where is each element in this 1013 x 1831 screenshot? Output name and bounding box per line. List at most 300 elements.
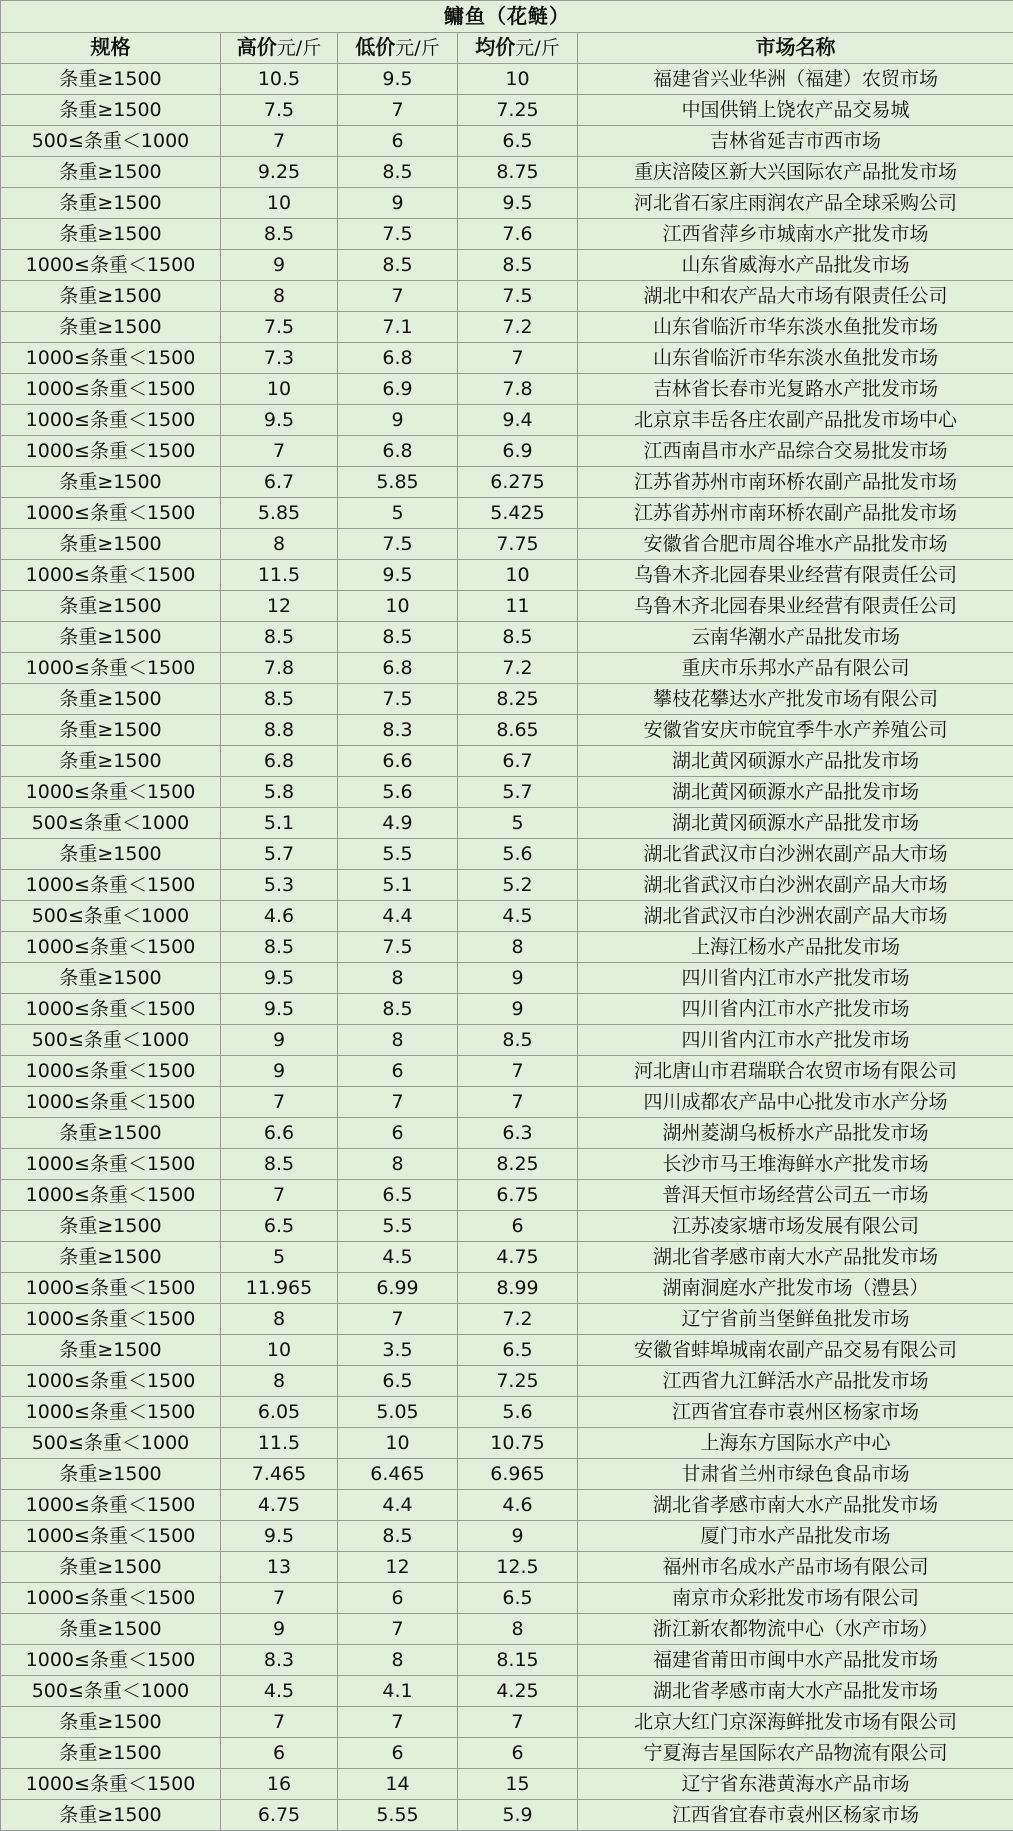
- cell-high-price: 9.5: [221, 994, 338, 1025]
- cell-spec: 1000≤条重＜1500: [1, 1490, 221, 1521]
- cell-market-name: 四川成都农产品中心批发市水产分场: [578, 1087, 1013, 1118]
- cell-avg-price: 7.2: [458, 653, 578, 684]
- cell-high-price: 12: [221, 591, 338, 622]
- cell-avg-price: 6.75: [458, 1180, 578, 1211]
- cell-high-price: 7.8: [221, 653, 338, 684]
- cell-low-price: 6.6: [338, 746, 458, 777]
- cell-spec: 500≤条重＜1000: [1, 901, 221, 932]
- cell-spec: 条重≥1500: [1, 1211, 221, 1242]
- cell-low-price: 4.9: [338, 808, 458, 839]
- table-row: [1, 498, 1013, 529]
- cell-spec: 1000≤条重＜1500: [1, 1366, 221, 1397]
- cell-market-name: 四川省内江市水产批发市场: [578, 994, 1013, 1025]
- table-row: [1, 1428, 1013, 1459]
- cell-avg-price: 6.5: [458, 1335, 578, 1366]
- cell-avg-price: 6.9: [458, 436, 578, 467]
- table-body: [1, 64, 1013, 1831]
- cell-market-name: 吉林省延吉市西市场: [578, 126, 1013, 157]
- table-row: [1, 560, 1013, 591]
- cell-avg-price: 7.2: [458, 312, 578, 343]
- cell-high-price: 8: [221, 281, 338, 312]
- cell-low-price: 5: [338, 498, 458, 529]
- table-row: [1, 1769, 1013, 1800]
- cell-market-name: 攀枝花攀达水产批发市场有限公司: [578, 684, 1013, 715]
- cell-market-name: 宁夏海吉星国际农产品物流有限公司: [578, 1738, 1013, 1769]
- table-row: [1, 64, 1013, 95]
- cell-avg-price: 7.25: [458, 1366, 578, 1397]
- header-low: [338, 33, 458, 64]
- cell-low-price: 5.85: [338, 467, 458, 498]
- cell-low-price: 7: [338, 95, 458, 126]
- cell-avg-price: 7.5: [458, 281, 578, 312]
- cell-spec: 1000≤条重＜1500: [1, 250, 221, 281]
- cell-high-price: 9.5: [221, 963, 338, 994]
- cell-market-name: 辽宁省东港黄海水产品市场: [578, 1769, 1013, 1800]
- cell-market-name: 上海东方国际水产中心: [578, 1428, 1013, 1459]
- cell-spec: 条重≥1500: [1, 219, 221, 250]
- cell-high-price: 8: [221, 1366, 338, 1397]
- table-row: [1, 281, 1013, 312]
- header-market: [578, 33, 1013, 64]
- cell-avg-price: 8.25: [458, 1149, 578, 1180]
- cell-high-price: 11.965: [221, 1273, 338, 1304]
- table-row: [1, 839, 1013, 870]
- cell-market-name: 甘肃省兰州市绿色食品市场: [578, 1459, 1013, 1490]
- cell-low-price: 8.5: [338, 157, 458, 188]
- table-row: [1, 932, 1013, 963]
- table-row: [1, 374, 1013, 405]
- cell-market-name: 湖北黄冈硕源水产品批发市场: [578, 777, 1013, 808]
- cell-avg-price: 5.6: [458, 1397, 578, 1428]
- cell-avg-price: 5.6: [458, 839, 578, 870]
- cell-low-price: 10: [338, 591, 458, 622]
- cell-spec: 条重≥1500: [1, 1118, 221, 1149]
- cell-low-price: 5.6: [338, 777, 458, 808]
- cell-spec: 条重≥1500: [1, 95, 221, 126]
- cell-low-price: 9.5: [338, 64, 458, 95]
- cell-spec: 条重≥1500: [1, 839, 221, 870]
- cell-avg-price: 6.3: [458, 1118, 578, 1149]
- cell-high-price: 7.3: [221, 343, 338, 374]
- header-label: 市场名称: [756, 35, 836, 59]
- cell-low-price: 7.5: [338, 219, 458, 250]
- cell-high-price: 9: [221, 1614, 338, 1645]
- cell-spec: 1000≤条重＜1500: [1, 1087, 221, 1118]
- cell-high-price: 6: [221, 1738, 338, 1769]
- cell-avg-price: 4.6: [458, 1490, 578, 1521]
- table-row: [1, 1676, 1013, 1707]
- cell-spec: 条重≥1500: [1, 963, 221, 994]
- cell-market-name: 云南华潮水产品批发市场: [578, 622, 1013, 653]
- cell-avg-price: 6.965: [458, 1459, 578, 1490]
- table-row: [1, 684, 1013, 715]
- table-row: [1, 777, 1013, 808]
- cell-avg-price: 5.7: [458, 777, 578, 808]
- table-row: [1, 1645, 1013, 1676]
- cell-market-name: 湖北黄冈硕源水产品批发市场: [578, 746, 1013, 777]
- cell-high-price: 4.75: [221, 1490, 338, 1521]
- cell-high-price: 8.5: [221, 932, 338, 963]
- cell-spec: 500≤条重＜1000: [1, 126, 221, 157]
- table-title: 鳙鱼（花鲢）: [1, 1, 1013, 33]
- cell-market-name: 山东省威海水产品批发市场: [578, 250, 1013, 281]
- cell-spec: 1000≤条重＜1500: [1, 1583, 221, 1614]
- cell-low-price: 4.4: [338, 1490, 458, 1521]
- cell-market-name: 南京市众彩批发市场有限公司: [578, 1583, 1013, 1614]
- cell-avg-price: 5.9: [458, 1800, 578, 1831]
- cell-high-price: 10: [221, 188, 338, 219]
- cell-low-price: 6.9: [338, 374, 458, 405]
- table-row: [1, 1614, 1013, 1645]
- table-row: [1, 870, 1013, 901]
- cell-avg-price: 7.8: [458, 374, 578, 405]
- cell-spec: 条重≥1500: [1, 467, 221, 498]
- table-row: [1, 653, 1013, 684]
- title-row: [1, 1, 1013, 33]
- cell-low-price: 6: [338, 1118, 458, 1149]
- table-row: [1, 994, 1013, 1025]
- cell-spec: 条重≥1500: [1, 1552, 221, 1583]
- table-row: [1, 1707, 1013, 1738]
- cell-high-price: 8: [221, 1304, 338, 1335]
- cell-spec: 条重≥1500: [1, 746, 221, 777]
- cell-high-price: 7: [221, 1707, 338, 1738]
- cell-spec: 条重≥1500: [1, 312, 221, 343]
- cell-spec: 1000≤条重＜1500: [1, 1769, 221, 1800]
- table-row: [1, 1180, 1013, 1211]
- table-row: [1, 746, 1013, 777]
- cell-high-price: 5.7: [221, 839, 338, 870]
- cell-market-name: 福州市名成水产品市场有限公司: [578, 1552, 1013, 1583]
- cell-market-name: 湖州菱湖乌板桥水产品批发市场: [578, 1118, 1013, 1149]
- table-row: [1, 1273, 1013, 1304]
- cell-avg-price: 9.4: [458, 405, 578, 436]
- table-row: [1, 1366, 1013, 1397]
- header-label: 高价: [237, 35, 277, 59]
- cell-avg-price: 4.25: [458, 1676, 578, 1707]
- cell-spec: 500≤条重＜1000: [1, 1025, 221, 1056]
- cell-low-price: 7: [338, 1087, 458, 1118]
- cell-market-name: 北京大红门京深海鲜批发市场有限公司: [578, 1707, 1013, 1738]
- cell-low-price: 7.1: [338, 312, 458, 343]
- cell-avg-price: 10: [458, 64, 578, 95]
- table-row: [1, 1397, 1013, 1428]
- cell-low-price: 6.5: [338, 1180, 458, 1211]
- cell-market-name: 山东省临沂市华东淡水鱼批发市场: [578, 312, 1013, 343]
- table-row: [1, 1211, 1013, 1242]
- cell-avg-price: 5.2: [458, 870, 578, 901]
- cell-avg-price: 4.5: [458, 901, 578, 932]
- cell-market-name: 江西省九江鲜活水产品批发市场: [578, 1366, 1013, 1397]
- table-row: [1, 1304, 1013, 1335]
- cell-avg-price: 8.99: [458, 1273, 578, 1304]
- cell-market-name: 浙江新农都物流中心（水产市场）: [578, 1614, 1013, 1645]
- table-row: [1, 1459, 1013, 1490]
- cell-spec: 500≤条重＜1000: [1, 1428, 221, 1459]
- cell-spec: 1000≤条重＜1500: [1, 436, 221, 467]
- cell-market-name: 安徽省合肥市周谷堆水产品批发市场: [578, 529, 1013, 560]
- cell-spec: 1000≤条重＜1500: [1, 777, 221, 808]
- cell-high-price: 6.8: [221, 746, 338, 777]
- cell-market-name: 安徽省安庆市皖宜季牛水产养殖公司: [578, 715, 1013, 746]
- cell-spec: 条重≥1500: [1, 64, 221, 95]
- cell-high-price: 7: [221, 1087, 338, 1118]
- cell-high-price: 9: [221, 1025, 338, 1056]
- cell-high-price: 9.5: [221, 1521, 338, 1552]
- cell-spec: 条重≥1500: [1, 1242, 221, 1273]
- cell-market-name: 湖北中和农产品大市场有限责任公司: [578, 281, 1013, 312]
- table-row: [1, 808, 1013, 839]
- cell-avg-price: 15: [458, 1769, 578, 1800]
- cell-avg-price: 5: [458, 808, 578, 839]
- cell-low-price: 6.99: [338, 1273, 458, 1304]
- cell-low-price: 8: [338, 1025, 458, 1056]
- table-row: [1, 219, 1013, 250]
- cell-avg-price: 6.5: [458, 126, 578, 157]
- cell-low-price: 5.5: [338, 839, 458, 870]
- cell-high-price: 7.5: [221, 312, 338, 343]
- cell-high-price: 7: [221, 126, 338, 157]
- cell-low-price: 8: [338, 1149, 458, 1180]
- cell-low-price: 8.5: [338, 994, 458, 1025]
- cell-market-name: 重庆市乐邦水产品有限公司: [578, 653, 1013, 684]
- cell-avg-price: 7.75: [458, 529, 578, 560]
- cell-avg-price: 9: [458, 963, 578, 994]
- cell-avg-price: 6.5: [458, 1583, 578, 1614]
- cell-low-price: 3.5: [338, 1335, 458, 1366]
- cell-high-price: 6.5: [221, 1211, 338, 1242]
- table-row: [1, 126, 1013, 157]
- cell-high-price: 8.3: [221, 1645, 338, 1676]
- table-row: [1, 188, 1013, 219]
- cell-spec: 1000≤条重＜1500: [1, 994, 221, 1025]
- cell-spec: 1000≤条重＜1500: [1, 1521, 221, 1552]
- cell-high-price: 6.6: [221, 1118, 338, 1149]
- cell-low-price: 4.4: [338, 901, 458, 932]
- cell-spec: 条重≥1500: [1, 1614, 221, 1645]
- cell-high-price: 9: [221, 1056, 338, 1087]
- cell-market-name: 江西南昌市水产品综合交易批发市场: [578, 436, 1013, 467]
- table-row: [1, 715, 1013, 746]
- cell-market-name: 湖北省武汉市白沙洲农副产品大市场: [578, 870, 1013, 901]
- cell-high-price: 8.5: [221, 219, 338, 250]
- cell-spec: 1000≤条重＜1500: [1, 1273, 221, 1304]
- cell-spec: 条重≥1500: [1, 188, 221, 219]
- cell-high-price: 6.75: [221, 1800, 338, 1831]
- cell-low-price: 8: [338, 1645, 458, 1676]
- cell-avg-price: 8.15: [458, 1645, 578, 1676]
- cell-spec: 条重≥1500: [1, 684, 221, 715]
- cell-avg-price: 11: [458, 591, 578, 622]
- cell-low-price: 9: [338, 188, 458, 219]
- header-label: 低价: [355, 35, 395, 59]
- cell-high-price: 11.5: [221, 560, 338, 591]
- cell-avg-price: 8: [458, 1614, 578, 1645]
- table-row: [1, 1521, 1013, 1552]
- cell-low-price: 7.5: [338, 529, 458, 560]
- cell-avg-price: 10: [458, 560, 578, 591]
- cell-market-name: 四川省内江市水产批发市场: [578, 963, 1013, 994]
- table-row: [1, 1335, 1013, 1366]
- cell-high-price: 8: [221, 529, 338, 560]
- cell-market-name: 江苏省苏州市南环桥农副产品批发市场: [578, 498, 1013, 529]
- cell-high-price: 5.1: [221, 808, 338, 839]
- cell-low-price: 7.5: [338, 932, 458, 963]
- cell-low-price: 10: [338, 1428, 458, 1459]
- cell-high-price: 7: [221, 1180, 338, 1211]
- cell-market-name: 江苏省苏州市南环桥农副产品批发市场: [578, 467, 1013, 498]
- cell-market-name: 上海江杨水产品批发市场: [578, 932, 1013, 963]
- cell-low-price: 8.5: [338, 250, 458, 281]
- cell-spec: 1000≤条重＜1500: [1, 1056, 221, 1087]
- cell-low-price: 5.55: [338, 1800, 458, 1831]
- cell-low-price: 6.8: [338, 653, 458, 684]
- cell-low-price: 4.1: [338, 1676, 458, 1707]
- table-row: [1, 405, 1013, 436]
- cell-low-price: 8.5: [338, 622, 458, 653]
- cell-avg-price: 7.2: [458, 1304, 578, 1335]
- cell-high-price: 8.5: [221, 684, 338, 715]
- cell-market-name: 湖北省孝感市南大水产品批发市场: [578, 1490, 1013, 1521]
- table-row: [1, 1242, 1013, 1273]
- table-row: [1, 343, 1013, 374]
- cell-avg-price: 8: [458, 932, 578, 963]
- header-avg: [458, 33, 578, 64]
- cell-high-price: 9: [221, 250, 338, 281]
- cell-avg-price: 8.5: [458, 622, 578, 653]
- cell-high-price: 5.3: [221, 870, 338, 901]
- cell-high-price: 7: [221, 436, 338, 467]
- cell-low-price: 5.05: [338, 1397, 458, 1428]
- cell-spec: 1000≤条重＜1500: [1, 1397, 221, 1428]
- cell-spec: 1000≤条重＜1500: [1, 560, 221, 591]
- cell-low-price: 9: [338, 405, 458, 436]
- cell-spec: 条重≥1500: [1, 1335, 221, 1366]
- header-spec: [1, 33, 221, 64]
- cell-low-price: 6.5: [338, 1366, 458, 1397]
- cell-spec: 条重≥1500: [1, 591, 221, 622]
- cell-low-price: 6: [338, 126, 458, 157]
- cell-high-price: 13: [221, 1552, 338, 1583]
- cell-low-price: 14: [338, 1769, 458, 1800]
- cell-spec: 条重≥1500: [1, 1707, 221, 1738]
- cell-avg-price: 8.75: [458, 157, 578, 188]
- cell-avg-price: 9: [458, 1521, 578, 1552]
- cell-market-name: 湖北省孝感市南大水产品批发市场: [578, 1676, 1013, 1707]
- cell-low-price: 6: [338, 1738, 458, 1769]
- table-row: [1, 250, 1013, 281]
- cell-market-name: 乌鲁木齐北园春果业经营有限责任公司: [578, 560, 1013, 591]
- cell-market-name: 北京京丰岳各庄农副产品批发市场中心: [578, 405, 1013, 436]
- cell-high-price: 6.7: [221, 467, 338, 498]
- cell-avg-price: 8.5: [458, 250, 578, 281]
- cell-high-price: 8.5: [221, 622, 338, 653]
- cell-market-name: 中国供销上饶农产品交易城: [578, 95, 1013, 126]
- cell-high-price: 8.8: [221, 715, 338, 746]
- cell-spec: 1000≤条重＜1500: [1, 1304, 221, 1335]
- cell-avg-price: 9.5: [458, 188, 578, 219]
- cell-spec: 条重≥1500: [1, 1738, 221, 1769]
- cell-avg-price: 12.5: [458, 1552, 578, 1583]
- cell-spec: 条重≥1500: [1, 281, 221, 312]
- cell-high-price: 5: [221, 1242, 338, 1273]
- cell-high-price: 9.5: [221, 405, 338, 436]
- cell-market-name: 河北唐山市君瑞联合农贸市场有限公司: [578, 1056, 1013, 1087]
- cell-spec: 条重≥1500: [1, 715, 221, 746]
- cell-spec: 1000≤条重＜1500: [1, 653, 221, 684]
- cell-spec: 条重≥1500: [1, 1800, 221, 1831]
- cell-high-price: 5.8: [221, 777, 338, 808]
- cell-spec: 1000≤条重＜1500: [1, 498, 221, 529]
- cell-spec: 500≤条重＜1000: [1, 1676, 221, 1707]
- cell-market-name: 四川省内江市水产批发市场: [578, 1025, 1013, 1056]
- cell-avg-price: 6.7: [458, 746, 578, 777]
- cell-high-price: 10: [221, 374, 338, 405]
- cell-market-name: 厦门市水产品批发市场: [578, 1521, 1013, 1552]
- cell-avg-price: 7.6: [458, 219, 578, 250]
- table-row: [1, 1056, 1013, 1087]
- cell-market-name: 福建省兴业华洲（福建）农贸市场: [578, 64, 1013, 95]
- cell-spec: 1000≤条重＜1500: [1, 405, 221, 436]
- cell-avg-price: 5.425: [458, 498, 578, 529]
- cell-high-price: 6.05: [221, 1397, 338, 1428]
- cell-market-name: 湖北黄冈硕源水产品批发市场: [578, 808, 1013, 839]
- cell-low-price: 6: [338, 1583, 458, 1614]
- cell-low-price: 4.5: [338, 1242, 458, 1273]
- cell-low-price: 7: [338, 1304, 458, 1335]
- cell-market-name: 湖北省孝感市南大水产品批发市场: [578, 1242, 1013, 1273]
- cell-spec: 条重≥1500: [1, 157, 221, 188]
- cell-low-price: 5.1: [338, 870, 458, 901]
- table-row: [1, 1583, 1013, 1614]
- table-row: [1, 1800, 1013, 1831]
- table-row: [1, 622, 1013, 653]
- cell-spec: 1000≤条重＜1500: [1, 343, 221, 374]
- cell-spec: 1000≤条重＜1500: [1, 1645, 221, 1676]
- table-row: [1, 157, 1013, 188]
- cell-avg-price: 6: [458, 1738, 578, 1769]
- cell-avg-price: 7.25: [458, 95, 578, 126]
- cell-market-name: 安徽省蚌埠城南农副产品交易有限公司: [578, 1335, 1013, 1366]
- header-unit: 元/斤: [515, 37, 559, 59]
- cell-avg-price: 10.75: [458, 1428, 578, 1459]
- cell-market-name: 江西省宜春市袁州区杨家市场: [578, 1397, 1013, 1428]
- cell-market-name: 福建省莆田市闽中水产品批发市场: [578, 1645, 1013, 1676]
- cell-low-price: 6: [338, 1056, 458, 1087]
- cell-spec: 条重≥1500: [1, 622, 221, 653]
- cell-low-price: 6.8: [338, 343, 458, 374]
- cell-market-name: 江西省宜春市袁州区杨家市场: [578, 1800, 1013, 1831]
- cell-market-name: 江苏凌家塘市场发展有限公司: [578, 1211, 1013, 1242]
- cell-avg-price: 8.65: [458, 715, 578, 746]
- cell-market-name: 湖北省武汉市白沙洲农副产品大市场: [578, 839, 1013, 870]
- cell-market-name: 吉林省长春市光复路水产批发市场: [578, 374, 1013, 405]
- cell-avg-price: 4.75: [458, 1242, 578, 1273]
- cell-high-price: 7.465: [221, 1459, 338, 1490]
- cell-low-price: 6.8: [338, 436, 458, 467]
- cell-low-price: 9.5: [338, 560, 458, 591]
- table-row: [1, 467, 1013, 498]
- cell-high-price: 4.5: [221, 1676, 338, 1707]
- cell-avg-price: 8.5: [458, 1025, 578, 1056]
- cell-market-name: 湖北省武汉市白沙洲农副产品大市场: [578, 901, 1013, 932]
- header-unit: 元/斤: [395, 37, 439, 59]
- cell-market-name: 辽宁省前当堡鲜鱼批发市场: [578, 1304, 1013, 1335]
- cell-low-price: 8.3: [338, 715, 458, 746]
- cell-spec: 500≤条重＜1000: [1, 808, 221, 839]
- table-row: [1, 1552, 1013, 1583]
- cell-low-price: 7: [338, 281, 458, 312]
